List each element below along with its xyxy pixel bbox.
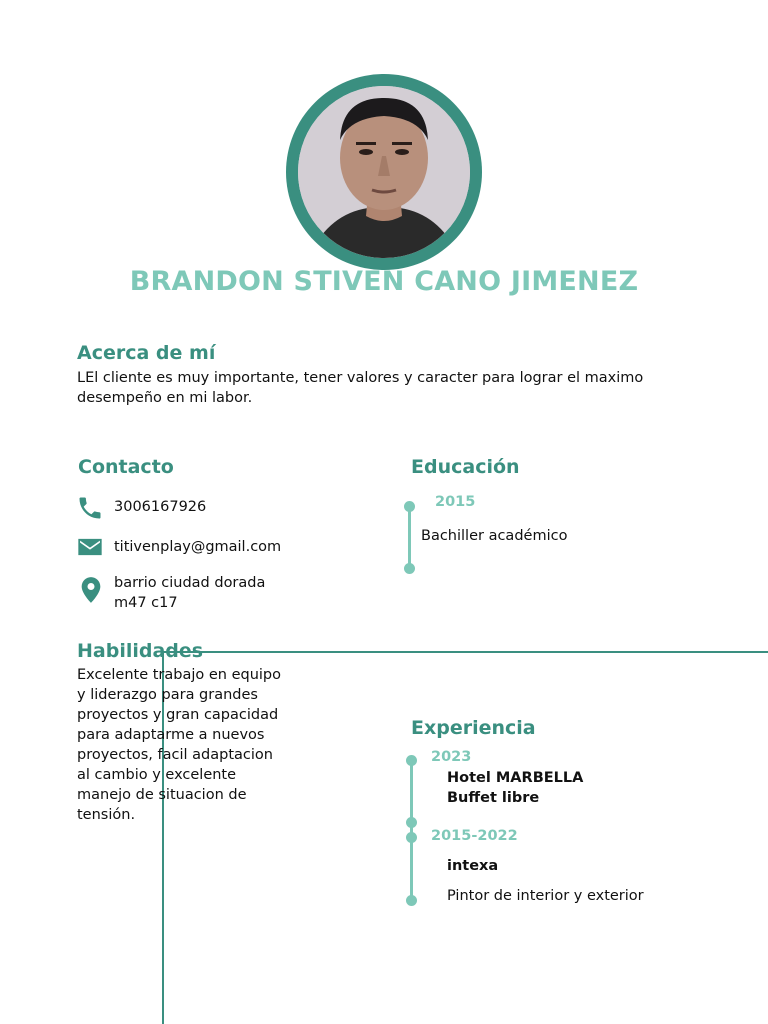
skills-heading: Habilidades — [77, 640, 204, 662]
skills-line: manejo de situacion de — [77, 787, 247, 803]
experience-timeline-dot — [406, 755, 417, 766]
experience-timeline-line — [410, 760, 413, 900]
experience-timeline-dot — [406, 817, 417, 828]
profile-photo-frame — [286, 74, 482, 270]
candidate-name: BRANDON STIVEN CANO JIMENEZ — [129, 266, 639, 297]
skills-line: proyectos, facil adaptacion — [77, 747, 273, 763]
experience-year: 2015-2022 — [431, 828, 518, 844]
experience-role: Buffet libre — [447, 790, 540, 806]
about-heading: Acerca de mí — [77, 342, 216, 364]
contact-phone: 3006167926 — [114, 499, 207, 515]
profile-photo — [298, 86, 470, 258]
skills-line: tensión. — [77, 807, 136, 823]
education-timeline-dot-top — [404, 501, 415, 512]
experience-company: intexa — [447, 858, 499, 874]
education-timeline-dot-bottom — [404, 563, 415, 574]
experience-role: Pintor de interior y exterior — [447, 888, 644, 904]
experience-heading: Experiencia — [411, 717, 536, 739]
skills-line: Excelente trabajo en equipo — [77, 667, 282, 683]
experience-year: 2023 — [431, 749, 472, 765]
about-text: LEl cliente es muy importante, tener valores y caracter para lograr el maximo desempeño en mi labor. — [77, 370, 644, 406]
location-pin-icon — [77, 576, 105, 604]
skills-line: al cambio y excelente — [77, 767, 237, 783]
skills-text — [77, 665, 317, 825]
experience-timeline-dot — [406, 832, 417, 843]
education-heading: Educación — [411, 456, 520, 478]
contact-address-line1: barrio ciudad dorada — [114, 575, 266, 591]
email-icon — [76, 533, 104, 561]
education-timeline-line — [408, 506, 411, 568]
skills-line: proyectos y gran capacidad — [77, 707, 279, 723]
contact-heading: Contacto — [78, 456, 174, 478]
experience-company: Hotel MARBELLA — [447, 770, 584, 786]
education-year: 2015 — [435, 494, 476, 510]
contact-email: titivenplay@gmail.com — [114, 539, 282, 555]
skills-line: para adaptarme a nuevos — [77, 727, 265, 743]
phone-icon — [76, 494, 104, 522]
education-degree: Bachiller académico — [421, 528, 568, 544]
horizontal-divider — [162, 651, 768, 653]
experience-timeline-dot — [406, 895, 417, 906]
skills-line: y liderazgo para grandes — [77, 687, 258, 703]
contact-address-line2: m47 c17 — [114, 595, 178, 611]
